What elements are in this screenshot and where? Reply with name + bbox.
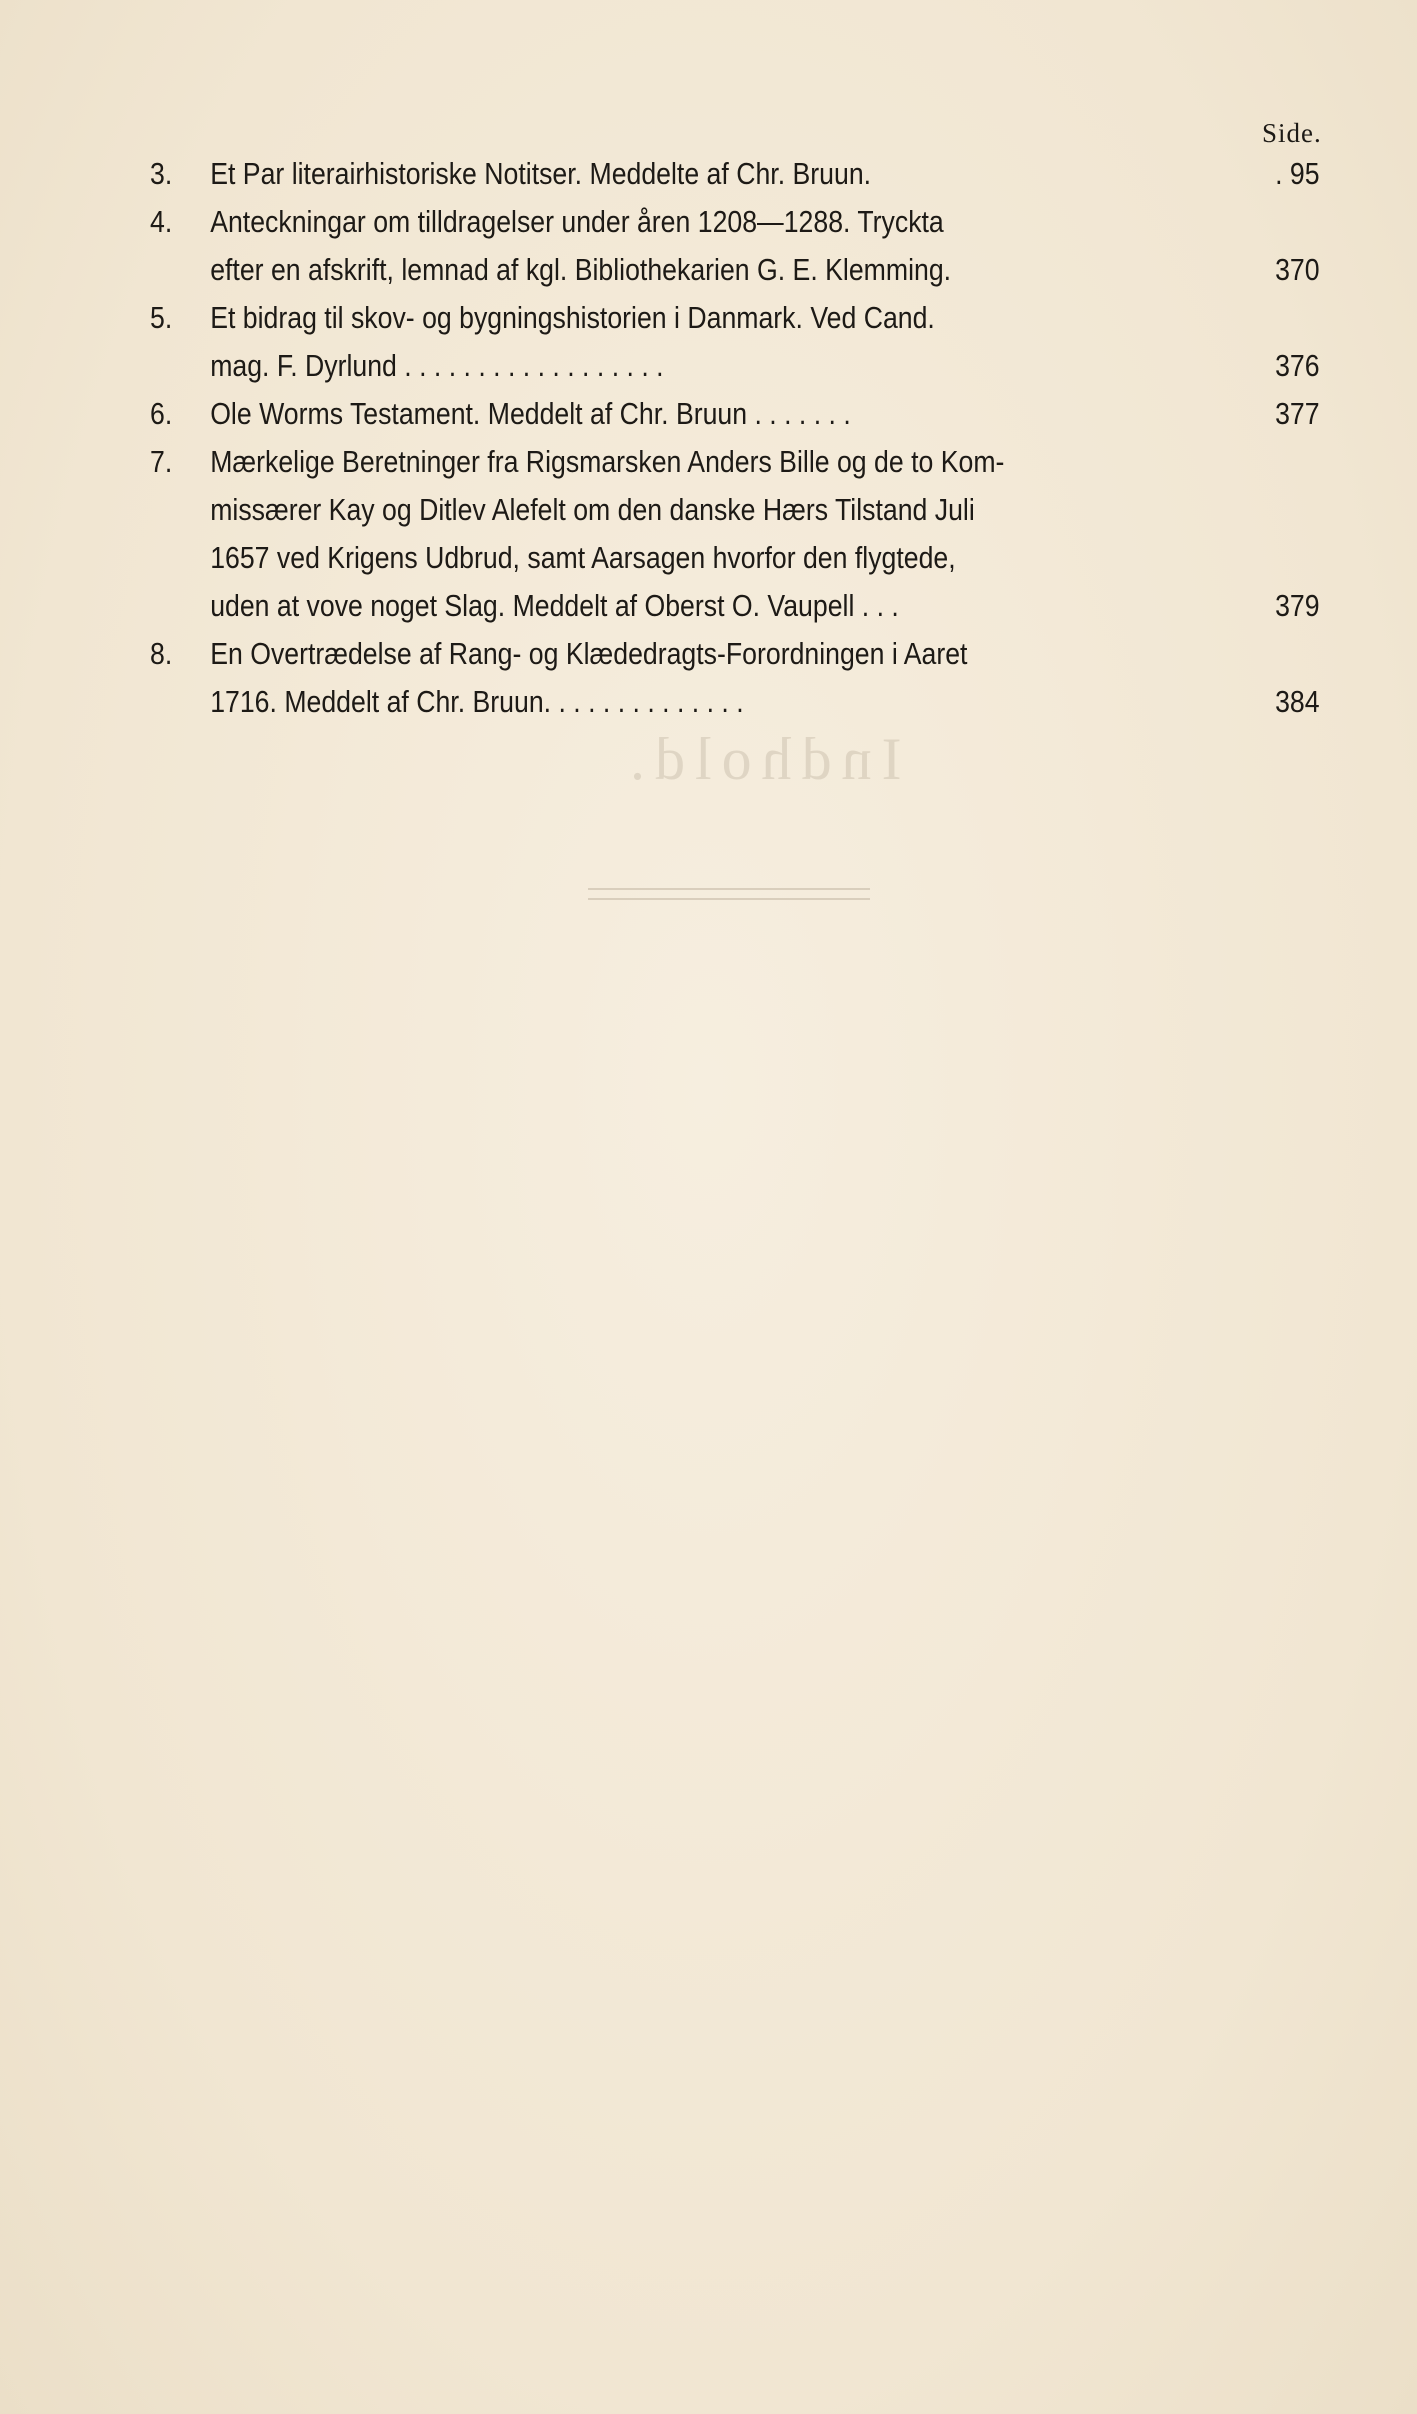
- entry-text: 1716. Meddelt af Chr. Bruun. . . . . . . . . . . . . .: [210, 684, 744, 719]
- toc-entry: [150, 294, 1320, 390]
- entry-page: 370: [1275, 252, 1320, 287]
- entry-line: [210, 678, 1319, 726]
- entry-page: [1268, 438, 1320, 486]
- entry-text: Et bidrag til skov- og bygningshistorien i Danmark. Ved Cand.: [210, 300, 935, 335]
- entry-page: 376: [1275, 348, 1320, 383]
- bleed-through-title: Indhold.: [620, 726, 902, 792]
- entry-text: Anteckningar om tilldragelser under åren 1208—1288. Tryckta: [210, 204, 944, 239]
- toc-entry: [150, 390, 1320, 438]
- entry-line: [210, 150, 1319, 198]
- toc-entry: [150, 198, 1320, 294]
- entry-number: 8.: [150, 636, 173, 671]
- entry-page: [1268, 198, 1320, 246]
- entry-text: mag. F. Dyrlund . . . . . . . . . . . . . . . . . .: [210, 348, 664, 383]
- entry-text: Et Par literairhistoriske Notitser. Meddelte af Chr. Bruun.: [210, 156, 872, 191]
- entry-page: [1268, 294, 1320, 342]
- entry-text: En Overtrædelse af Rang- og Klædedragts-Forordningen i Aaret: [210, 636, 968, 671]
- toc-entry: [150, 150, 1320, 198]
- entry-number: 3.: [150, 156, 173, 191]
- entry-line: [210, 486, 1319, 534]
- entry-number: 4.: [150, 204, 173, 239]
- entry-text: efter en afskrift, lemnad af kgl. Bibliothekarien G. E. Klemming.: [210, 252, 952, 287]
- entry-line: [210, 342, 1319, 390]
- table-of-contents: [150, 150, 1320, 726]
- entry-page: . 95: [1275, 156, 1320, 191]
- page-column-header: Side.: [1262, 118, 1322, 148]
- entry-text: 1657 ved Krigens Udbrud, samt Aarsagen hvorfor den flygtede,: [210, 540, 956, 575]
- toc-entry: [150, 630, 1320, 726]
- entry-page: [1268, 534, 1320, 582]
- entry-text: missærer Kay og Ditlev Alefelt om den danske Hærs Tilstand Juli: [210, 492, 975, 527]
- entry-number: 6.: [150, 396, 173, 431]
- entry-line: [210, 582, 1319, 630]
- entry-page: 377: [1275, 396, 1320, 431]
- entry-line: [210, 294, 1319, 342]
- entry-line: [210, 438, 1319, 486]
- entry-text: uden at vove noget Slag. Meddelt af Oberst O. Vaupell . . .: [210, 588, 899, 623]
- entry-line: [210, 534, 1319, 582]
- entry-line: [210, 198, 1319, 246]
- entry-text: Ole Worms Testament. Meddelt af Chr. Bruun . . . . . . .: [210, 396, 851, 431]
- entry-text: Mærkelige Beretninger fra Rigsmarsken Anders Bille og de to Kom-: [210, 444, 1005, 479]
- entry-line: [210, 630, 1319, 678]
- entry-line: [210, 246, 1319, 294]
- entry-line: [210, 390, 1319, 438]
- bleed-through-rule: [588, 888, 870, 900]
- entry-number: 7.: [150, 444, 173, 479]
- entry-page: 379: [1275, 588, 1320, 623]
- entry-page: [1268, 630, 1320, 678]
- entry-page: [1268, 486, 1320, 534]
- entry-number: 5.: [150, 300, 173, 335]
- toc-entry: [150, 438, 1320, 630]
- entry-page: 384: [1275, 684, 1320, 719]
